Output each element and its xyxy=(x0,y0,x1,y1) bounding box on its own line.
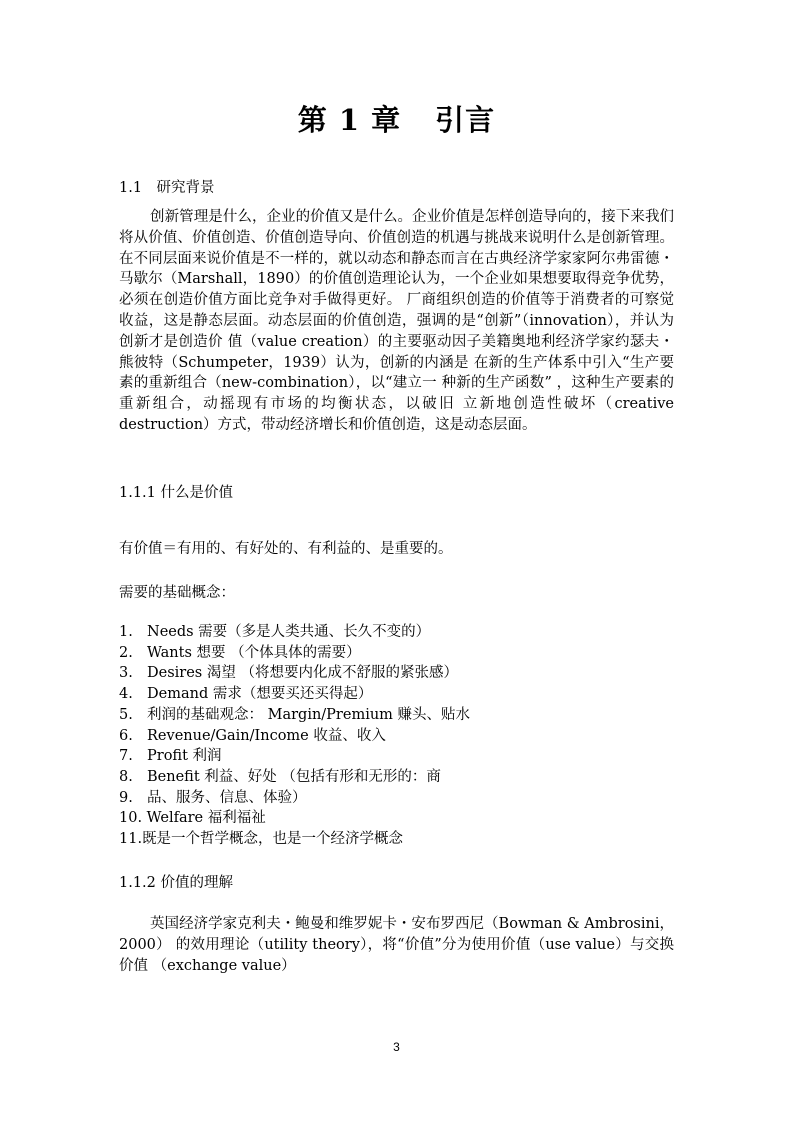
list-item: 2. Wants 想要 （个体具体的需要） xyxy=(119,644,361,661)
paragraph-research-background xyxy=(119,207,674,436)
list-item: 4. Demand 需求（想要买还买得起） xyxy=(119,686,373,703)
paragraph-text: 英国经济学家克利夫・鲍曼和维罗妮卡・安布罗西尼（Bowman & Ambrosini，2000） 的效用理论（utility theory），将“价值”分为使用价值（use value）与交换价值 （exchange value） xyxy=(119,916,674,974)
chapter-number: 第 1 章 xyxy=(297,103,402,137)
paragraph-text: 创新管理是什么，企业的价值又是什么。企业价值是怎样创造导向的，接下来我们将从价值、价值创造、价值创造导向、价值创造的机遇与挑战来说明什么是创新管理。在不同层面来说价值是不一样的，就以动态和静态而言在古典经济学家家阿尔弗雷德・马歇尔（Marshall，1890）的价值创造理论认为，一个企业如果想要取得竞争优势，必须在创造价值方面比竞争对手做得更好。 厂商组织创造的价值等于消费者的可察觉收益，这是静态层面。动态层面的价值创造，强调的是“创新”（innovation），并认为创新才是创造价 值（value creation）的主要驱动因子美籍奥地利经济学家约瑟夫・熊彼特（Schumpeter，1939）认为，创新的内涵是 在新的生产体系中引入“生产要素的重新组合（new-combination），以“建立一 种新的生产函数” ，这种生产要素的重新组合，动摇现有市场的均衡状态，以破旧 立新地创造性破坏（creative destruction）方式，带动经济增长和价值创造，这是动态层面。 xyxy=(119,209,674,433)
list-item: 9. 品、服务、信息、体验） xyxy=(119,789,307,806)
paragraph-value-understanding xyxy=(119,914,674,976)
concept-list xyxy=(119,622,470,850)
section-heading-1-1: 1.1 研究背景 xyxy=(119,180,215,196)
section-heading-1-1-1: 1.1.1 什么是价值 xyxy=(119,485,234,501)
list-item: 1. Needs 需要（多是人类共通、长久不变的） xyxy=(119,624,431,640)
list-item: 6. Revenue/Gain/Income 收益、收入 xyxy=(119,727,386,744)
list-item: 8. Benefit 利益、好处 （包括有形和无形的：商 xyxy=(119,768,441,785)
page-number: 3 xyxy=(393,1040,400,1054)
concepts-label: 需要的基础概念： xyxy=(119,585,235,601)
chapter-title xyxy=(0,98,793,139)
list-item: 5. 利润的基础观念： Margin/Premium 赚头、贴水 xyxy=(119,706,471,723)
list-item: 11.既是一个哲学概念，也是一个经济学概念 xyxy=(119,831,404,848)
list-item: 7. Profit 利润 xyxy=(119,748,222,765)
section-heading-1-1-2: 1.1.2 价值的理解 xyxy=(119,875,234,891)
chapter-name: 引言 xyxy=(435,103,496,137)
value-definition: 有价值＝有用的、有好处的、有利益的、是重要的。 xyxy=(119,541,453,557)
list-item: 10. Welfare 福利福祉 xyxy=(119,810,266,827)
list-item: 3. Desires 渴望 （将想要内化成不舒服的紧张感） xyxy=(119,665,458,682)
